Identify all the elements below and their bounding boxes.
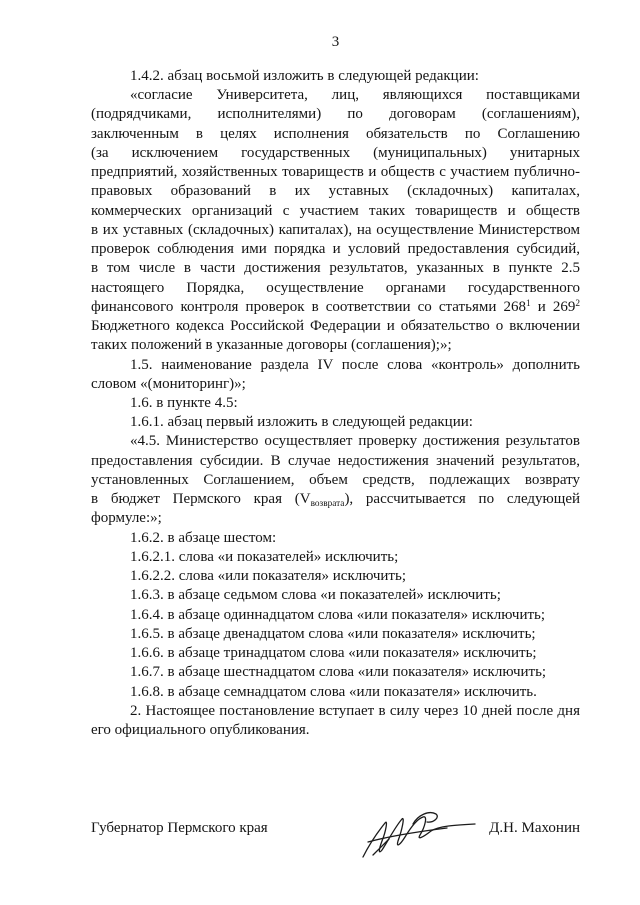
- line-text: правовых образований в их уставных (складочных) капиталах,: [91, 183, 580, 200]
- paragraph-16: [91, 702, 580, 740]
- text-line: [91, 240, 580, 259]
- text-line: [91, 317, 580, 336]
- text-line: [91, 471, 580, 490]
- text-line: [91, 394, 580, 413]
- paragraph-5: [91, 413, 580, 432]
- document-body: [91, 67, 580, 740]
- signatory-position: Губернатор Пермского края: [91, 820, 268, 836]
- text-line: [91, 67, 580, 86]
- paragraph-15: [91, 683, 580, 702]
- text-line: [91, 221, 580, 240]
- text-line: [91, 490, 580, 509]
- line-text-segment: ), рассчитывается по следующей: [344, 491, 581, 508]
- text-line: [91, 279, 580, 298]
- text-line: [91, 182, 580, 201]
- line-text: в том числе в части достижения результатов, указанных в пункте 2.5: [91, 260, 580, 277]
- text-line: [91, 644, 580, 663]
- line-text: 1.6.3. в абзаце седьмом слова «и показателей» исключить;: [130, 587, 501, 604]
- line-text-segment: в бюджет Пермского края (V: [91, 491, 311, 508]
- signature-stroke: [363, 817, 475, 857]
- line-text: 1.6.5. в абзаце двенадцатом слова «или показателя» исключить;: [130, 625, 536, 642]
- line-text: 2. Настоящее постановление вступает в силу через 10 дней после дня: [130, 702, 580, 719]
- text-line: [91, 105, 580, 124]
- paragraph-8: [91, 548, 580, 567]
- line-text: таких положений в указанные договоры (соглашения);»;: [91, 337, 452, 354]
- paragraph-14: [91, 663, 580, 682]
- paragraph-9: [91, 567, 580, 586]
- text-line: [91, 259, 580, 278]
- line-text-segment: финансового контроля проверок в соответствии со статьями 268: [91, 298, 526, 315]
- text-line: [91, 683, 580, 702]
- text-line: [91, 432, 580, 451]
- text-line: [91, 375, 580, 394]
- line-text: [91, 299, 580, 315]
- text-line: [91, 548, 580, 567]
- paragraph-1: [91, 67, 580, 86]
- line-text: 1.6.8. в абзаце семнадцатом слова «или показателя» исключить.: [130, 683, 537, 700]
- line-text: проверок соблюдения ими порядка и условий предоставления субсидий,: [91, 241, 580, 258]
- line-text: 1.6.4. в абзаце одиннадцатом слова «или показателя» исключить;: [130, 606, 546, 623]
- text-line: [91, 298, 580, 317]
- line-text: 1.6. в пункте 4.5:: [130, 394, 238, 411]
- line-text: 1.5. наименование раздела IV после слова «контроль» дополнить: [130, 356, 580, 373]
- line-text: (за исключением государственных (муниципальных) унитарных: [91, 144, 580, 161]
- line-text: формуле:»;: [91, 510, 162, 527]
- superscript: 2: [575, 299, 580, 310]
- line-text: 1.4.2. абзац восьмой изложить в следующей редакции:: [130, 68, 479, 84]
- text-line: [91, 163, 580, 182]
- line-text: настоящего Порядка, осуществление органами государственного: [91, 279, 580, 296]
- signature-stroke: [373, 839, 389, 855]
- paragraph-13: [91, 644, 580, 663]
- line-text: «4.5. Министерство осуществляет проверку достижения результатов: [130, 433, 580, 450]
- line-text: «согласие Университета, лиц, являющихся поставщиками: [130, 87, 580, 104]
- text-line: [91, 125, 580, 144]
- line-text: 1.6.6. в абзаце тринадцатом слова «или показателя» исключить;: [130, 645, 537, 662]
- line-text: словом «(мониторинг)»;: [91, 375, 246, 392]
- text-line: [91, 586, 580, 605]
- paragraph-6: [91, 432, 580, 528]
- paragraph-3: [91, 356, 580, 394]
- line-text: Бюджетного кодекса Российской Федерации и обязательство о включении: [91, 318, 580, 335]
- line-text: коммерческих организаций с участием таких товариществ и обществ: [91, 202, 580, 219]
- text-line: [91, 144, 580, 163]
- paragraph-10: [91, 586, 580, 605]
- line-text: в их уставных (складочных) капиталах), на осуществление Министерством: [91, 221, 580, 238]
- paragraph-7: [91, 529, 580, 548]
- line-text: 1.6.7. в абзаце шестнадцатом слова «или показателя» исключить;: [130, 664, 547, 681]
- line-text: заключенным в целях исполнения обязательств по Соглашению: [91, 125, 580, 142]
- text-line: [91, 202, 580, 221]
- text-line: [91, 567, 580, 586]
- text-line: [91, 606, 580, 625]
- superscript: 1: [525, 299, 531, 310]
- text-line: [91, 336, 580, 355]
- text-line: [91, 452, 580, 471]
- text-line: [91, 702, 580, 721]
- line-text: 1.6.1. абзац первый изложить в следующей редакции:: [130, 414, 473, 431]
- line-text: предоставления субсидии. В случае недостижения значений результатов,: [91, 452, 580, 469]
- line-text: (подрядчиками, исполнителями) по договорам (соглашениям),: [91, 106, 580, 123]
- line-text: его официального опубликования.: [91, 721, 310, 738]
- paragraph-12: [91, 625, 580, 644]
- text-line: [91, 529, 580, 548]
- text-line: [91, 509, 580, 528]
- line-text: 1.6.2.2. слова «или показателя» исключить;: [130, 568, 406, 585]
- line-text: предприятий, хозяйственных товариществ и обществ с участием публично-: [91, 164, 580, 181]
- paragraph-2: [91, 86, 580, 355]
- line-text-segment: и 269: [530, 298, 576, 315]
- page-number: 3: [331, 34, 340, 50]
- subscript: возврата: [310, 498, 345, 509]
- text-line: [91, 356, 580, 375]
- line-text: [91, 491, 580, 507]
- line-text: установленных Соглашением, объем средств, подлежащих возврату: [91, 471, 580, 488]
- text-line: [91, 86, 580, 105]
- signatory-name: Д.Н. Махонин: [489, 820, 580, 836]
- text-line: [91, 663, 580, 682]
- text-line: [91, 413, 580, 432]
- paragraph-11: [91, 606, 580, 625]
- line-text: 1.6.2.1. слова «и показателей» исключить;: [130, 548, 399, 565]
- paragraph-4: [91, 394, 580, 413]
- handwritten-signature: [355, 805, 480, 870]
- line-text: 1.6.2. в абзаце шестом:: [130, 529, 277, 546]
- text-line: [91, 625, 580, 644]
- text-line: [91, 721, 580, 740]
